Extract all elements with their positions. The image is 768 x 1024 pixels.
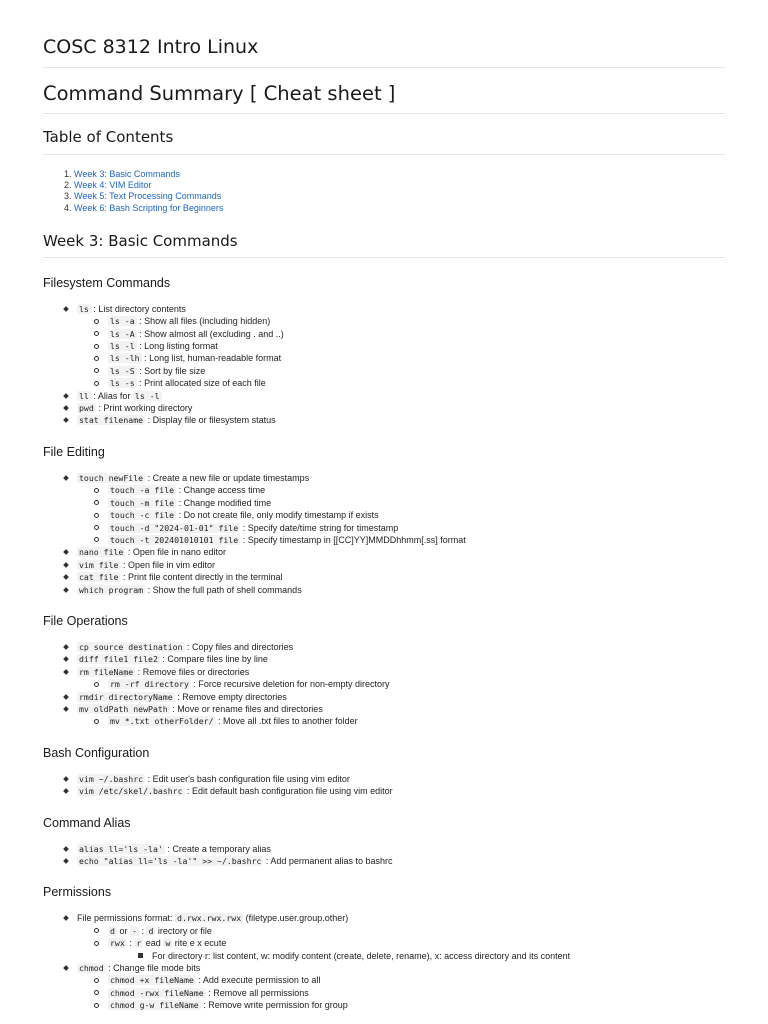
list-item (77, 666, 725, 691)
file-editing-heading: File Editing (43, 444, 105, 459)
list-item (77, 571, 725, 583)
code-snippet: r (136, 938, 142, 949)
code-snippet: ls -a (110, 316, 135, 327)
item-desc: : Change modified time (178, 497, 272, 508)
code-snippet: d.rwx.rwx.rwx (177, 913, 242, 924)
code-snippet: rm fileName (79, 666, 134, 677)
permissions-list (43, 912, 725, 1011)
item-desc: : Compare files line by line (162, 654, 268, 665)
list-item (108, 509, 725, 521)
item-desc: : Move all .txt files to another folder (218, 716, 358, 727)
item-desc: : Open file in nano editor (127, 547, 226, 558)
list-item (77, 472, 725, 546)
list-item (108, 715, 725, 727)
list-item (108, 974, 725, 986)
code-snippet: cat file (79, 572, 119, 583)
item-desc: For directory r: list content, w: modify content (create, delete, rename), x: access directory and its content (152, 950, 571, 961)
code-snippet: touch -c file (110, 510, 175, 521)
toc-link-week5[interactable]: Week 5: Text Processing Commands (74, 191, 222, 202)
item-desc: (filetype.user.group.other) (245, 913, 349, 924)
code-snippet: mv oldPath newPath (79, 703, 168, 714)
list-item (77, 785, 725, 797)
item-desc: : Create a temporary alias (167, 843, 271, 854)
code-snippet: - (131, 925, 137, 936)
file-editing-list (43, 472, 725, 596)
list-item (108, 937, 725, 962)
item-desc: : Do not create file, only modify timestamp if exists (178, 510, 379, 521)
list-item (77, 559, 725, 571)
list-item (108, 534, 725, 546)
list-item (108, 484, 725, 496)
toc-link-week3[interactable]: Week 3: Basic Commands (74, 169, 180, 179)
item-desc: : Remove write permission for group (203, 1000, 348, 1011)
list-item (77, 584, 725, 596)
item-desc: : Edit user's bash configuration file using vim editor (147, 773, 350, 784)
chmod-options-list (77, 974, 725, 1011)
item-desc: : Long listing format (139, 341, 218, 352)
list-item (77, 390, 725, 402)
filesystem-heading: Filesystem Commands (43, 275, 171, 290)
toc-link-week4[interactable]: Week 4: VIM Editor (74, 180, 152, 191)
list-item (77, 546, 725, 558)
code-snippet: vim ~/.bashrc (79, 773, 144, 784)
file-operations-list (43, 641, 725, 728)
toc-item (74, 180, 725, 191)
item-desc: : Add execute permission to all (198, 975, 321, 986)
code-snippet: chmod -rwx fileName (110, 987, 204, 998)
code-snippet: touch newFile (79, 472, 144, 483)
code-snippet: ls (79, 303, 89, 314)
code-snippet: ls -l (134, 390, 160, 401)
code-snippet: ll (79, 390, 89, 401)
item-desc: : Show almost all (excluding . and ..) (139, 328, 284, 339)
filesystem-list (43, 303, 725, 427)
item-desc: : (129, 938, 132, 949)
item-desc: : Change access time (178, 485, 266, 496)
item-desc: : List directory contents (93, 303, 186, 314)
code-snippet: d (110, 925, 115, 936)
list-item (77, 912, 725, 962)
mv-options-list (77, 715, 725, 727)
toc-item (74, 191, 725, 202)
item-desc: : (141, 925, 144, 936)
code-snippet: rmdir directoryName (79, 691, 173, 702)
list-item (77, 641, 725, 653)
item-desc: : Print file content directly in the terminal (122, 572, 283, 583)
list-item (108, 999, 725, 1011)
code-snippet: stat filename (79, 415, 144, 426)
item-desc: : Remove files or directories (137, 666, 250, 677)
code-snippet: ls -lh (110, 353, 140, 364)
item-desc: : Force recursive deletion for non-empty directory (193, 679, 390, 690)
touch-options-list (77, 484, 725, 546)
list-item (108, 497, 725, 509)
code-snippet: chmod (79, 963, 104, 974)
code-snippet: touch -a file (110, 485, 175, 496)
code-snippet: mv *.txt otherFolder/ (110, 716, 214, 727)
item-desc: : Open file in vim editor (122, 559, 215, 570)
list-item (77, 414, 725, 426)
table-of-contents (43, 169, 725, 214)
list-item (108, 340, 725, 352)
list-item (77, 855, 725, 867)
course-title: COSC 8312 Intro Linux (43, 0, 725, 68)
code-snippet: vim file (79, 559, 119, 570)
list-item (77, 402, 725, 414)
item-desc: : Add permanent alias to bashrc (265, 856, 393, 866)
code-snippet: nano file (79, 547, 124, 558)
code-snippet: w (165, 938, 171, 949)
code-snippet: diff file1 file2 (79, 654, 158, 665)
code-snippet: ls -A (110, 328, 135, 339)
bash-configuration-heading: Bash Configuration (43, 745, 150, 760)
item-desc: : Specify date/time string for timestamp (242, 522, 399, 533)
list-item (77, 303, 725, 390)
item-desc: rite e x ecute (174, 938, 227, 949)
item-desc: : Move or rename files and directories (172, 703, 323, 714)
item-desc: : Display file or filesystem status (147, 415, 276, 426)
list-item (108, 315, 725, 327)
list-item (77, 843, 725, 855)
list-item (152, 950, 725, 962)
item-desc: : Specify timestamp in [[CC]YY]MMDDhhmm[.ss] format (242, 534, 466, 545)
code-snippet: touch -t 202401010101 file (110, 534, 239, 545)
ls-options-list (77, 315, 725, 389)
code-snippet: ls -s (110, 378, 135, 389)
permissions-heading: Permissions (43, 885, 112, 900)
list-item (77, 962, 725, 1012)
code-snippet: echo "alias ll='ls -la'" >> ~/.bashrc (79, 856, 262, 866)
item-desc: : Alias for (93, 390, 131, 401)
list-item (108, 377, 725, 389)
rm-options-list (77, 678, 725, 690)
code-snippet: rm -rf directory (110, 679, 189, 690)
list-item (77, 703, 725, 728)
toc-link-week6[interactable]: Week 6: Bash Scripting for Beginners (74, 202, 224, 213)
command-alias-heading: Command Alias (43, 815, 131, 830)
code-snippet: pwd (79, 403, 94, 414)
list-item (108, 352, 725, 364)
item-desc: : Print working directory (98, 403, 193, 414)
item-desc: : Sort by file size (139, 365, 206, 376)
list-item (108, 678, 725, 690)
code-snippet: chmod g-w fileName (110, 1000, 199, 1011)
item-desc: irectory or file (157, 925, 212, 936)
list-item (108, 328, 725, 340)
list-item (77, 773, 725, 785)
item-desc: ead (145, 938, 161, 949)
item-desc: : Long list, human-readable format (144, 353, 282, 364)
week3-heading: Week 3: Basic Commands (43, 214, 725, 258)
item-desc: : Create a new file or update timestamps (147, 472, 310, 483)
code-snippet: ls -S (110, 365, 135, 376)
toc-item (74, 169, 725, 180)
list-item (108, 925, 725, 937)
list-item (77, 691, 725, 703)
code-snippet: cp source destination (79, 641, 183, 652)
code-snippet: touch -d "2024-01-01" file (110, 522, 239, 533)
code-snippet: which program (79, 584, 144, 595)
code-snippet: ls -l (110, 341, 135, 352)
code-snippet: rwx (110, 938, 125, 949)
item-desc: : Change file mode bits (108, 963, 201, 974)
item-desc: : Copy files and directories (187, 641, 294, 652)
code-snippet: alias ll='ls -la' (79, 843, 163, 854)
item-desc: or (119, 925, 128, 936)
item-desc: : Show the full path of shell commands (147, 584, 302, 595)
item-desc: : Show all files (including hidden) (139, 316, 271, 327)
file-operations-heading: File Operations (43, 613, 128, 628)
item-desc: File permissions format: (77, 913, 173, 924)
directory-note-list (108, 950, 725, 962)
toc-item (74, 203, 725, 214)
list-item (77, 653, 725, 665)
page-title: Command Summary [ Cheat sheet ] (43, 68, 725, 114)
code-snippet: vim /etc/skel/.bashrc (79, 786, 183, 797)
code-snippet: d (148, 925, 154, 936)
code-snippet: chmod +x fileName (110, 975, 194, 986)
list-item (108, 522, 725, 534)
command-alias-list (43, 843, 725, 868)
list-item (108, 987, 725, 999)
item-desc: : Edit default bash configuration file using vim editor (187, 786, 393, 797)
list-item (108, 365, 725, 377)
item-desc: : Print allocated size of each file (139, 378, 266, 389)
toc-heading: Table of Contents (43, 114, 725, 155)
bash-configuration-list (43, 773, 725, 798)
permission-format-list (77, 925, 725, 962)
code-snippet: touch -m file (110, 497, 175, 508)
item-desc: : Remove empty directories (177, 691, 287, 702)
item-desc: : Remove all permissions (208, 987, 309, 998)
